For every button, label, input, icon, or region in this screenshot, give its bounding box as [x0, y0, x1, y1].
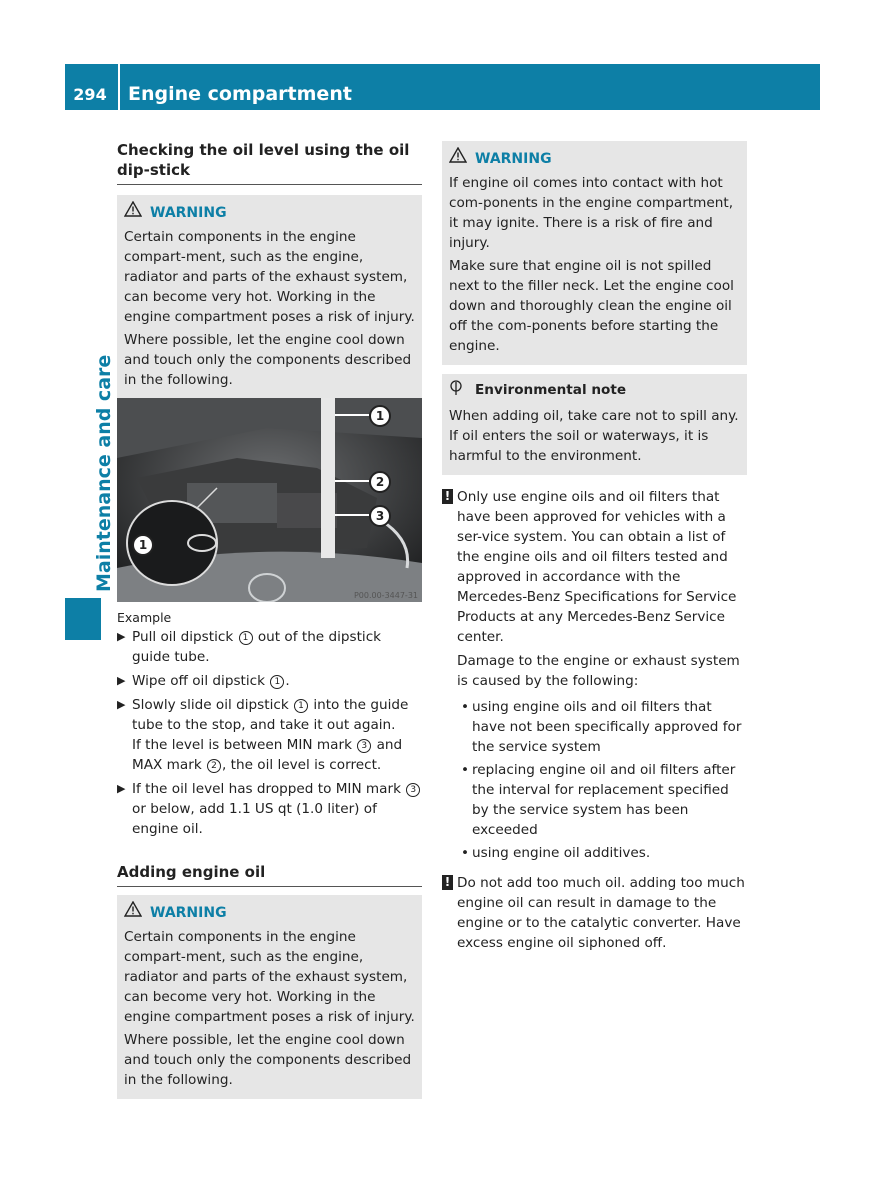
- callout-ref: 2: [207, 759, 221, 773]
- warning-title: [124, 901, 415, 923]
- warning-title-text: WARNING: [475, 151, 552, 167]
- notice-approved-oils: [442, 487, 747, 863]
- instruction-step: ▶ Wipe off oil dipstick 1 .: [117, 673, 290, 689]
- instruction-step: ▶ If the oil level has dropped to MIN mark 3 or below, add 1.1 US qt (1.0 liter) of engine oil.: [117, 779, 422, 839]
- notice-text: Damage to the engine or exhaust system is caused by the following:: [457, 653, 740, 689]
- callout-ref: 3: [357, 739, 371, 753]
- callout-ref: 1: [270, 675, 284, 689]
- instruction-step: ▶ Pull oil dipstick 1 out of the dipstick guide tube.: [117, 629, 382, 665]
- section-heading-checking: Checking the oil level using the oil dip-stick: [117, 140, 422, 185]
- page-number: 294: [73, 85, 107, 104]
- warning-box-2: [117, 895, 422, 1099]
- right-column: [442, 141, 747, 953]
- arrow-right-icon: ▶: [117, 674, 126, 687]
- page-title: Engine compartment: [128, 83, 352, 105]
- arrow-right-icon: ▶: [117, 698, 126, 711]
- side-chapter-tab: [65, 598, 101, 640]
- list-item: • using engine oil additives.: [461, 845, 651, 861]
- header-divider: [118, 64, 120, 110]
- notice-text: Only use engine oils and oil filters that have been approved for vehicles with a ser-vice system. You can obtain a list of the engine oils and oil filters tested and approved in accordance with the Mercedes-Benz Specifications for Service Products at any Mercedes-Benz Service center.: [457, 489, 737, 645]
- list-item: • using engine oils and oil filters that have not been specifically approved for the service system: [461, 699, 742, 755]
- leaf-icon: [449, 380, 463, 402]
- instruction-step: ▶ Slowly slide oil dipstick 1 into the guide tube to the stop, and take it out again. If the level is between MIN mark 3 and MAX mark 2 , the oil level is correct.: [117, 697, 409, 773]
- warning-title-text: WARNING: [150, 205, 227, 221]
- section-heading-adding-oil: Adding engine oil: [117, 862, 422, 887]
- warning-triangle-icon: [449, 147, 467, 169]
- warning-triangle-icon: [124, 901, 142, 923]
- page-header: [65, 64, 820, 110]
- figure-callout-1-inset: 1: [132, 534, 154, 556]
- callout-ref: 1: [239, 631, 253, 645]
- list-item: • replacing engine oil and oil filters after the interval for replacement specified by the service system has been exceeded: [461, 762, 736, 838]
- callout-ref: 1: [294, 699, 308, 713]
- warning-title-text: WARNING: [150, 905, 227, 921]
- figure-callout-1: 1: [369, 405, 391, 427]
- warning-text: Where possible, let the engine cool down and touch only the components described in the following.: [124, 332, 412, 388]
- arrow-right-icon: ▶: [117, 630, 126, 643]
- side-chapter-label: Maintenance and care: [93, 354, 115, 592]
- warning-text: If engine oil comes into contact with hot com-ponents in the engine compartment, it may ignite. There is a risk of fire and injury.: [449, 175, 734, 251]
- environmental-note-text: When adding oil, take care not to spill any. If oil enters the soil or waterways, it is harmful to the environment.: [449, 408, 739, 464]
- environmental-note-title: Environmental note: [449, 380, 740, 402]
- warning-text: Certain components in the engine compart-ment, such as the engine, radiator and parts of the exhaust system, can become very hot. Working in the engine compartment poses a risk of injury.: [124, 929, 415, 1025]
- left-column-bottom: [117, 609, 422, 1099]
- notice-too-much-oil: [442, 873, 747, 953]
- figure-callout-3: 3: [369, 505, 391, 527]
- exclamation-icon: !: [442, 489, 453, 504]
- warning-title: [124, 201, 415, 223]
- left-column-top: [117, 140, 422, 399]
- environmental-note-box: [442, 374, 747, 475]
- warning-box-fire: [442, 141, 747, 365]
- figure-code: P00.00-3447-31: [353, 591, 418, 600]
- warning-text: Make sure that engine oil is not spilled next to the filler neck. Let the engine cool down and thoroughly clean the engine oil off the com-ponents before starting the engine.: [449, 258, 734, 354]
- warning-text: Certain components in the engine compart-ment, such as the engine, radiator and parts of the exhaust system, can become very hot. Working in the engine compartment poses a risk of injury.: [124, 229, 415, 325]
- arrow-right-icon: ▶: [117, 782, 126, 795]
- callout-ref: 3: [406, 783, 420, 797]
- engine-compartment-photo: [117, 398, 422, 602]
- warning-title: [449, 147, 740, 169]
- warning-text: Where possible, let the engine cool down and touch only the components described in the following.: [124, 1032, 412, 1088]
- figure-caption: Example: [117, 610, 172, 625]
- exclamation-icon: !: [442, 875, 453, 890]
- warning-triangle-icon: [124, 201, 142, 223]
- warning-box-1: [117, 195, 422, 399]
- figure-callout-2: 2: [369, 471, 391, 493]
- notice-text: Do not add too much oil. adding too much engine oil can result in damage to the engine or to the catalytic converter. Have excess engine oil siphoned off.: [457, 875, 745, 951]
